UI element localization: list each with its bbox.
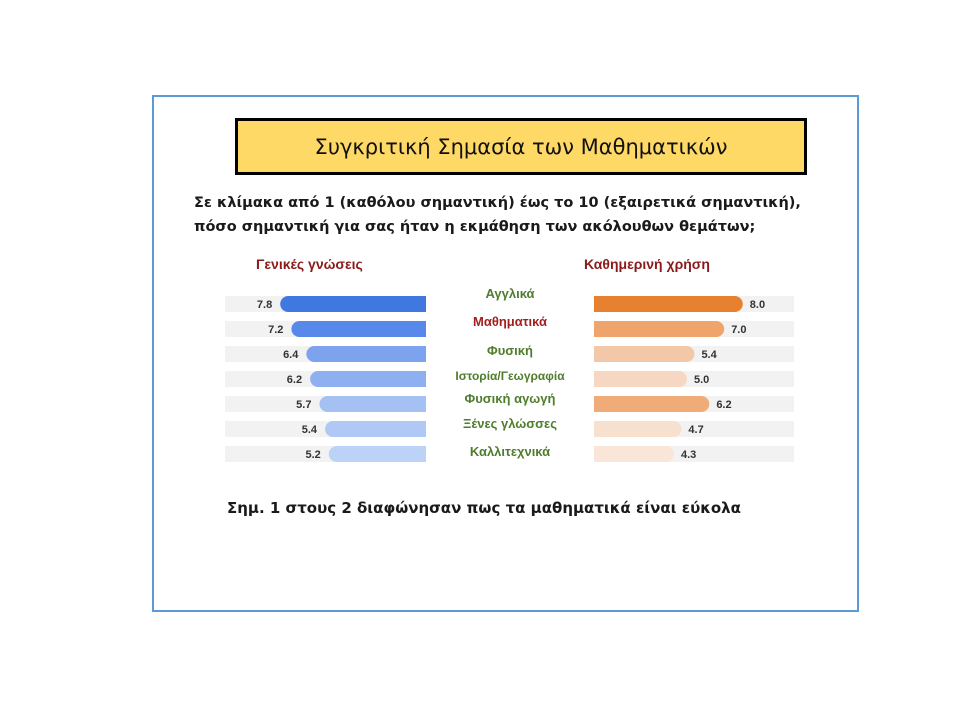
bar-general-knowledge xyxy=(306,346,426,362)
value-label-general-knowledge: 5.4 xyxy=(301,424,318,436)
bar-daily-use-start xyxy=(594,296,610,312)
value-label-general-knowledge: 5.7 xyxy=(296,399,312,411)
bar-daily-use-start xyxy=(594,421,610,437)
value-label-daily-use: 7.0 xyxy=(731,324,747,336)
bar-daily-use xyxy=(594,321,724,337)
bar-daily-use xyxy=(594,396,709,412)
bar-general-knowledge xyxy=(280,296,426,312)
footnote: Σημ. 1 στους 2 διαφώνησαν πως τα μαθηματικά είναι εύκολα xyxy=(227,499,741,517)
value-label-daily-use: 6.2 xyxy=(716,399,732,411)
value-label-daily-use: 8.0 xyxy=(749,299,766,311)
category-label: Φυσική αγωγή xyxy=(464,391,556,406)
value-label-general-knowledge: 5.2 xyxy=(305,449,321,461)
value-label-daily-use: 4.3 xyxy=(680,449,697,461)
value-label-general-knowledge: 6.2 xyxy=(286,374,303,386)
bar-daily-use-start xyxy=(594,321,610,337)
bar-daily-use-start xyxy=(594,346,610,362)
bar-general-knowledge-end xyxy=(410,396,426,412)
category-label: Καλλιτεχνικά xyxy=(469,444,551,459)
bar-general-knowledge-end xyxy=(410,321,426,337)
category-label: Φυσική xyxy=(487,343,533,358)
bar-general-knowledge-end xyxy=(410,446,426,462)
bar-general-knowledge xyxy=(291,321,426,337)
bar-general-knowledge-end xyxy=(410,296,426,312)
bar-daily-use-start xyxy=(594,446,610,462)
question-line-1: Σε κλίμακα από 1 (καθόλου σημαντική) έως το 10 (εξαιρετικά σημαντική), xyxy=(194,195,801,211)
series-heading-general-knowledge: Γενικές γνώσεις xyxy=(256,256,363,272)
value-label-general-knowledge: 7.8 xyxy=(256,299,273,311)
value-label-general-knowledge: 7.2 xyxy=(268,324,284,336)
category-label: Μαθηματικά xyxy=(473,314,547,329)
category-label: Ξένες γλώσσες xyxy=(462,416,558,431)
bar-daily-use xyxy=(594,296,743,312)
chart-title-text: Συγκριτική Σημασία των Μαθηματικών xyxy=(314,134,728,159)
bar-general-knowledge-end xyxy=(410,371,426,387)
bar-general-knowledge xyxy=(310,371,426,387)
value-label-general-knowledge: 6.4 xyxy=(283,349,299,361)
category-label: Αγγλικά xyxy=(485,286,535,301)
bar-daily-use-start xyxy=(594,396,610,412)
value-label-daily-use: 5.4 xyxy=(701,349,717,361)
value-label-daily-use: 5.0 xyxy=(694,374,710,386)
bar-general-knowledge-end xyxy=(410,346,426,362)
question-line-2: πόσο σημαντική για σας ήταν η εκμάθηση των ακόλουθων θεμάτων; xyxy=(194,219,756,235)
bar-general-knowledge-end xyxy=(410,421,426,437)
bar-daily-use-start xyxy=(594,371,610,387)
value-label-daily-use: 4.7 xyxy=(688,424,704,436)
series-heading-daily-use: Καθημερινή χρήση xyxy=(584,256,710,272)
category-label: Ιστορία/Γεωγραφία xyxy=(455,369,565,383)
